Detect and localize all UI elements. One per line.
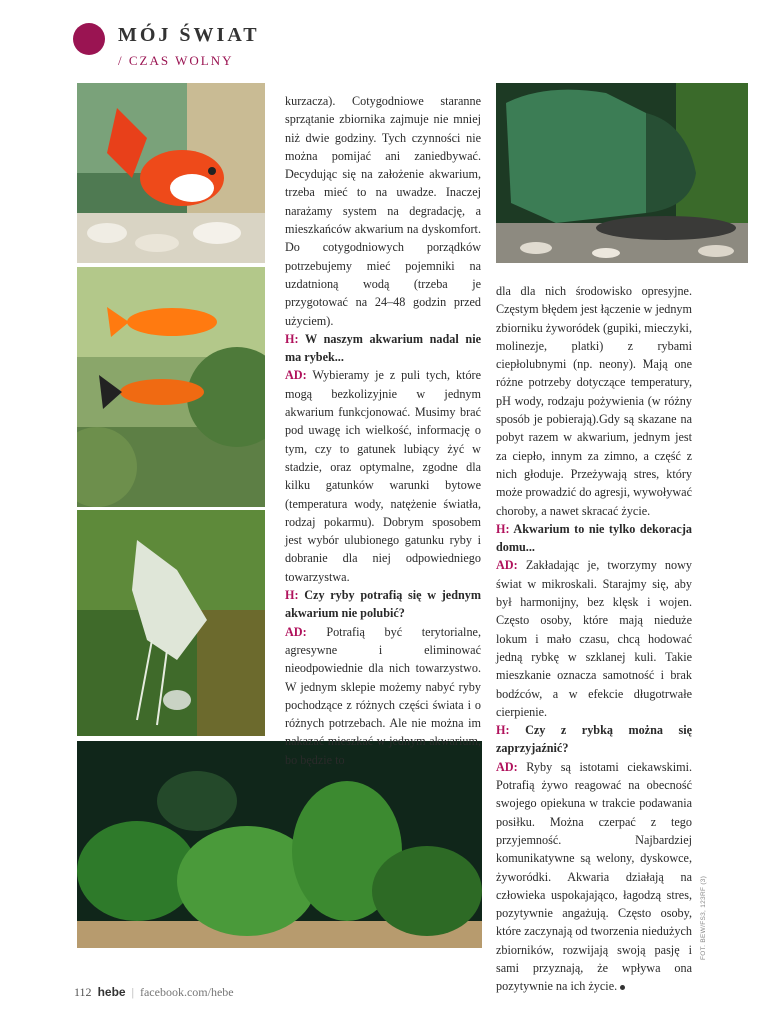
text-column-2	[496, 282, 692, 996]
answer-text: Zakładając je, tworzymy nowy świat w mikroskali. Starajmy się, aby był harmonijny, bez klęsk i wojen. Często osoby, które mają nieduże lokum i mało czasu, chcą hodować jedną rybkę w szklanej kuli. Takie mieszkanie oznacza samotność i brak bodźców, a w efekcie długotrwałe cierpienie.	[496, 558, 693, 719]
question-1	[285, 330, 481, 367]
interviewee-tag: AD:	[285, 624, 307, 639]
photo-credit: FOT. BEW/FS3, 123RF (3)	[700, 875, 707, 960]
answer-text: Potrafią być terytorialne, agresywne i eliminować nieodpowiednie dla nich towarzystwo. W jednym sklepie możemy nabyć ryby pochodzące z różnych części świata i o różnych potrzebach. Ale nie można im nakazać mieszkać w jednym akwarium, bo będzie to	[285, 624, 481, 767]
angelfish-photo	[77, 510, 265, 736]
catfish-photo	[496, 83, 748, 263]
interviewee-tag: AD:	[285, 368, 307, 383]
answer-text: Wybieramy je z puli tych, które mogą bezkolizyjnie w jednym akwarium funkcjonować. Musimy brać pod uwagę ich wielkość, informację o tym, czy to gatunek lubiący żyć w stadzie, oraz optymalne, zgodne dla kilku gatunków warunki bytowe (temperatura wody, natężenie światła, rodzaj pokarmu). Dobrym sposobem jest wybór ulubionego gatunku ryby i dobranie dla niej odpowiedniego towarzystwa.	[285, 368, 482, 584]
answer-4	[496, 758, 692, 996]
goldfish-photo	[77, 83, 265, 263]
interviewee-tag: AD:	[496, 759, 518, 774]
question-2	[285, 586, 481, 623]
interviewer-tag: H:	[496, 521, 510, 536]
brand-logo: hebe	[97, 985, 126, 999]
swordtail-photo	[77, 267, 265, 507]
question-3	[496, 520, 692, 557]
page-number: 112	[74, 985, 92, 999]
text-column-1	[285, 92, 481, 769]
answer-3	[496, 556, 692, 721]
interviewer-tag: H:	[496, 723, 510, 738]
answer-1	[285, 366, 481, 586]
question-4	[496, 721, 692, 758]
interviewer-tag: H:	[285, 588, 299, 603]
interviewee-tag: AD:	[496, 558, 518, 573]
interviewer-tag: H:	[285, 331, 299, 346]
question-text: Czy z rybką można się zaprzyjaźnić?	[496, 723, 693, 756]
answer-text: Ryby są istotami ciekawskimi. Potrafią żywo reagować na obecność swojego opiekuna w trakcie podawania posiłku. Można czerpać z tego przyjemność. Najbardziej komunikatywne są welony, dyskowce, żyworódki. Akwaria działają na człowieka uspokajająco, łagodzą stres, pozytywnie angażują. Często osoby, które zaczynają od tworzenia niedużych zbiorników, rozwijają swoją pasję i sami przyznają, że wpływa ona pozytywnie na ich życie.	[496, 759, 693, 994]
question-text: W naszym akwarium nadal nie ma rybek...	[285, 331, 482, 365]
aquarium-photo	[77, 741, 482, 948]
section-dot	[73, 23, 105, 55]
page-footer	[74, 985, 234, 1000]
section-subtitle: / CZAS WOLNY	[118, 53, 234, 68]
footer-separator: |	[131, 985, 134, 999]
paragraph: dla dla nich środowisko opresyjne. Częstym błędem jest łączenie w jednym zbiorniku żyworódek (gupiki, mieczyki, molinezje, platki) z rybami ciepłolubnymi (np. neony). Mają one różne potrzeby dotyczące temperatury, pH wody, rodzaju pożywienia (w różny sposób je pobierają).Gdy są skazane na pobyt razem w akwarium, jednym jest za ciepło, innym za zimno, a część z nich głoduje. Przeżywają stres, który może prowadzić do agresji, wywoływać choroby, a nawet skracać życie.	[496, 284, 692, 518]
facebook-link[interactable]: facebook.com/hebe	[139, 985, 234, 999]
end-mark	[620, 985, 625, 990]
answer-2	[285, 623, 481, 769]
paragraph: kurzacza). Cotygodniowe staranne sprzątanie zbiornika zajmuje nie mniej niż dwie godziny. Tych czynności nie można pomijać ani zaniedbywać. Decydując się na założenie akwarium, trzeba mieć to na uwadze. Inaczej narażamy system na degradację, a mieszkańców akwarium na dyskomfort. Do cotygodniowych porządków potrzebujemy mieć pojemniki na uzdatnioną wodą (trzeba je przygotować na 24–48 godzin przed użyciem).	[285, 94, 481, 328]
section-title: MÓJ ŚWIAT	[118, 24, 260, 46]
question-text: Czy ryby potrafią się w jednym akwarium nie polubić?	[285, 588, 482, 621]
question-text: Akwarium to nie tylko dekoracja domu...	[496, 521, 692, 555]
